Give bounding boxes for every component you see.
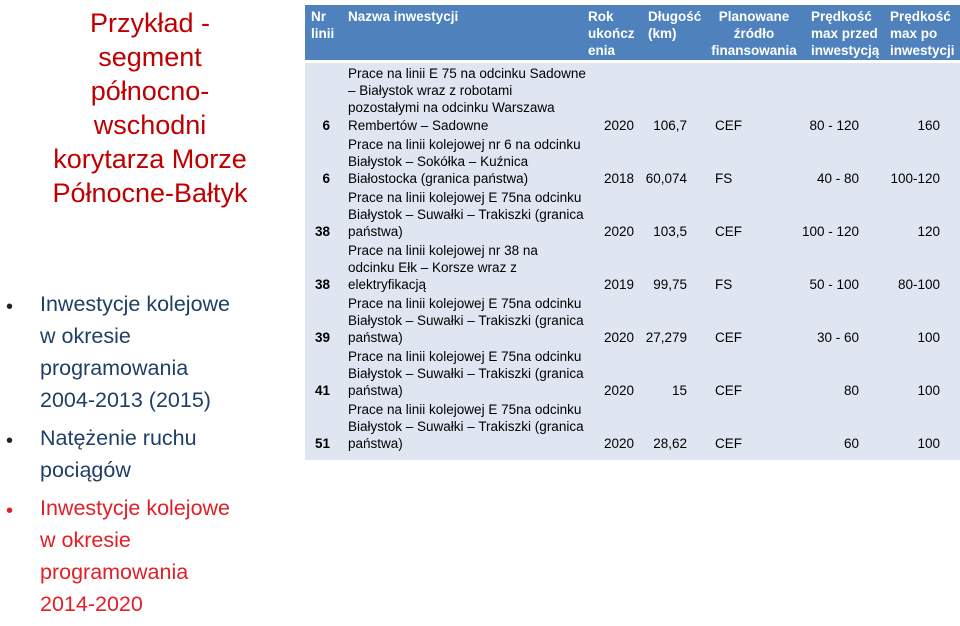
cell-nr: 6: [322, 117, 330, 133]
bullet-line: w okresie: [40, 528, 131, 552]
header-source: [709, 8, 799, 59]
header-line: Prędkość: [890, 9, 951, 24]
title-line: wschodni: [93, 110, 207, 140]
name-line: Prace na linii E 75 na odcinku Sadowne: [348, 66, 586, 81]
header-line: inwestycji: [890, 43, 955, 58]
header-line: finansowania: [711, 43, 797, 58]
cell-speed-before: 80 - 120: [809, 117, 859, 133]
bullet-line: w okresie: [40, 324, 131, 348]
cell-nr: 39: [314, 330, 330, 346]
cell-nr: 41: [314, 383, 330, 399]
cell-name: [348, 348, 588, 400]
cell-speed-after: 100: [917, 330, 940, 346]
name-line: państwa): [348, 224, 403, 240]
name-line: Prace na linii kolejowej E 75na odcinku: [348, 296, 582, 311]
cell-length: 103,5: [653, 224, 687, 240]
cell-nr: 38: [314, 277, 330, 293]
cell-speed-after: 160: [917, 117, 940, 133]
header-line: Prędkość: [811, 9, 872, 24]
header-line: Nr: [311, 9, 327, 24]
cell-year: 2018: [604, 171, 635, 187]
name-line: Prace na linii kolejowej E 75na odcinku: [348, 349, 582, 364]
cell-length: 99,75: [653, 277, 687, 293]
name-line: odcinku Ełk – Korsze wraz z: [348, 260, 517, 276]
header-line: max przed: [811, 26, 878, 41]
table-row: [305, 348, 960, 400]
bullet-line: Inwestycje kolejowe: [40, 496, 231, 520]
bullet-line: 2004-2013 (2015): [40, 388, 211, 412]
cell-name: [348, 136, 588, 188]
table-row: [305, 242, 960, 294]
bullet-dot-icon: •: [6, 500, 14, 522]
cell-year: 2020: [604, 330, 635, 346]
cell-length: 106,7: [653, 117, 687, 133]
cell-source: CEF: [715, 436, 742, 452]
table-header: [305, 5, 960, 63]
cell-source: CEF: [715, 383, 742, 399]
header-line: (km): [648, 26, 677, 41]
header-year: [588, 8, 635, 59]
name-line: państwa): [348, 383, 403, 399]
bullet-list: [0, 288, 300, 626]
title-line: segment: [98, 42, 202, 72]
name-line: – Białystok wraz z robotami: [348, 83, 513, 99]
header-line: Rok: [588, 9, 614, 24]
header-line: enia: [588, 43, 616, 58]
title-line: Przykład -: [89, 8, 211, 38]
header-line: źródło: [733, 26, 775, 41]
name-line: Białystok – Suwałki – Trakiszki (granica: [348, 419, 584, 435]
cell-source: CEF: [715, 224, 742, 240]
table-body: [305, 63, 960, 460]
cell-speed-before: 40 - 80: [816, 171, 859, 187]
investments-table: [305, 5, 960, 460]
header-speed-before: [811, 8, 879, 59]
cell-nr: 6: [322, 171, 330, 187]
name-line: Białystok – Suwałki – Trakiszki (granica: [348, 366, 584, 382]
name-line: Białystok – Suwałki – Trakiszki (granica: [348, 313, 584, 329]
header-line: Długość: [648, 9, 702, 24]
cell-speed-before: 30 - 60: [816, 330, 859, 346]
header-nr: [311, 8, 334, 42]
header-line: inwestycją: [811, 43, 880, 58]
name-line: państwa): [348, 330, 403, 346]
bullet-line: 2014-2020: [40, 592, 143, 616]
table-row: [305, 65, 960, 135]
header-line: ukończ: [588, 26, 635, 41]
cell-speed-before: 50 - 100: [809, 277, 859, 293]
name-line: Rembertów – Sadowne: [348, 117, 489, 133]
cell-length: 15: [671, 383, 687, 399]
cell-speed-after: 100: [917, 436, 940, 452]
name-line: Prace na linii kolejowej E 75na odcinku: [348, 190, 582, 205]
cell-speed-after: 120: [917, 224, 940, 240]
cell-speed-after: 80-100: [897, 277, 940, 293]
cell-nr: 51: [314, 436, 330, 452]
cell-name: [348, 189, 588, 241]
bullet-dot-icon: •: [6, 430, 14, 452]
title-line: północno-: [90, 76, 210, 106]
header-line: linii: [311, 26, 335, 41]
header-speed-after: [890, 8, 955, 59]
cell-speed-before: 60: [843, 436, 859, 452]
title-line: Północne-Bałtyk: [52, 178, 248, 208]
cell-year: 2020: [604, 436, 635, 452]
bullet-line: pociągów: [40, 458, 131, 482]
cell-speed-before: 100 - 120: [801, 224, 859, 240]
bullet-dot-icon: •: [6, 296, 14, 318]
cell-nr: 38: [314, 224, 330, 240]
header-line: Nazwa inwestycji: [348, 9, 459, 24]
cell-name: [348, 401, 588, 453]
cell-speed-after: 100-120: [890, 171, 940, 187]
name-line: Prace na linii kolejowej nr 38 na: [348, 243, 538, 258]
bullet-line: Natężenie ruchu: [40, 426, 197, 450]
table-row: [305, 401, 960, 456]
cell-year: 2020: [604, 224, 635, 240]
name-line: Prace na linii kolejowej E 75na odcinku: [348, 402, 582, 417]
cell-source: FS: [715, 277, 733, 293]
header-length: [648, 8, 701, 42]
cell-source: CEF: [715, 117, 742, 133]
bullet-item: [0, 288, 300, 416]
cell-length: 28,62: [653, 436, 687, 452]
cell-source: CEF: [715, 330, 742, 346]
cell-name: [348, 295, 588, 347]
cell-speed-after: 100: [917, 383, 940, 399]
table-row: [305, 136, 960, 188]
header-line: Planowane: [718, 9, 790, 24]
table-row: [305, 295, 960, 347]
cell-length: 27,279: [645, 330, 687, 346]
name-line: Białystok – Sokółka – Kuźnica: [348, 154, 529, 170]
cell-length: 60,074: [645, 171, 687, 187]
name-line: państwa): [348, 436, 403, 452]
name-line: Białostocka (granica państwa): [348, 171, 529, 187]
cell-speed-before: 80: [843, 383, 859, 399]
bullet-line: programowania: [40, 356, 189, 380]
title-line: korytarza Morze: [53, 144, 247, 174]
bullet-line: programowania: [40, 560, 189, 584]
header-line: max po: [890, 26, 938, 41]
cell-year: 2019: [604, 277, 635, 293]
cell-year: 2020: [604, 383, 635, 399]
name-line: pozostałymi na odcinku Warszawa: [348, 100, 555, 116]
table-row: [305, 189, 960, 241]
cell-name: [348, 242, 588, 294]
cell-source: FS: [715, 171, 733, 187]
bullet-line: Inwestycje kolejowe: [40, 292, 231, 316]
cell-name: [348, 65, 588, 134]
name-line: elektryfikacją: [348, 277, 427, 293]
name-line: Białystok – Suwałki – Trakiszki (granica: [348, 207, 584, 223]
bullet-item-highlighted: [0, 492, 300, 620]
header-name: [348, 8, 458, 25]
bullet-item: [0, 422, 300, 486]
cell-year: 2020: [604, 117, 635, 133]
slide-title: [0, 6, 300, 210]
name-line: Prace na linii kolejowej nr 6 na odcinku: [348, 137, 581, 152]
